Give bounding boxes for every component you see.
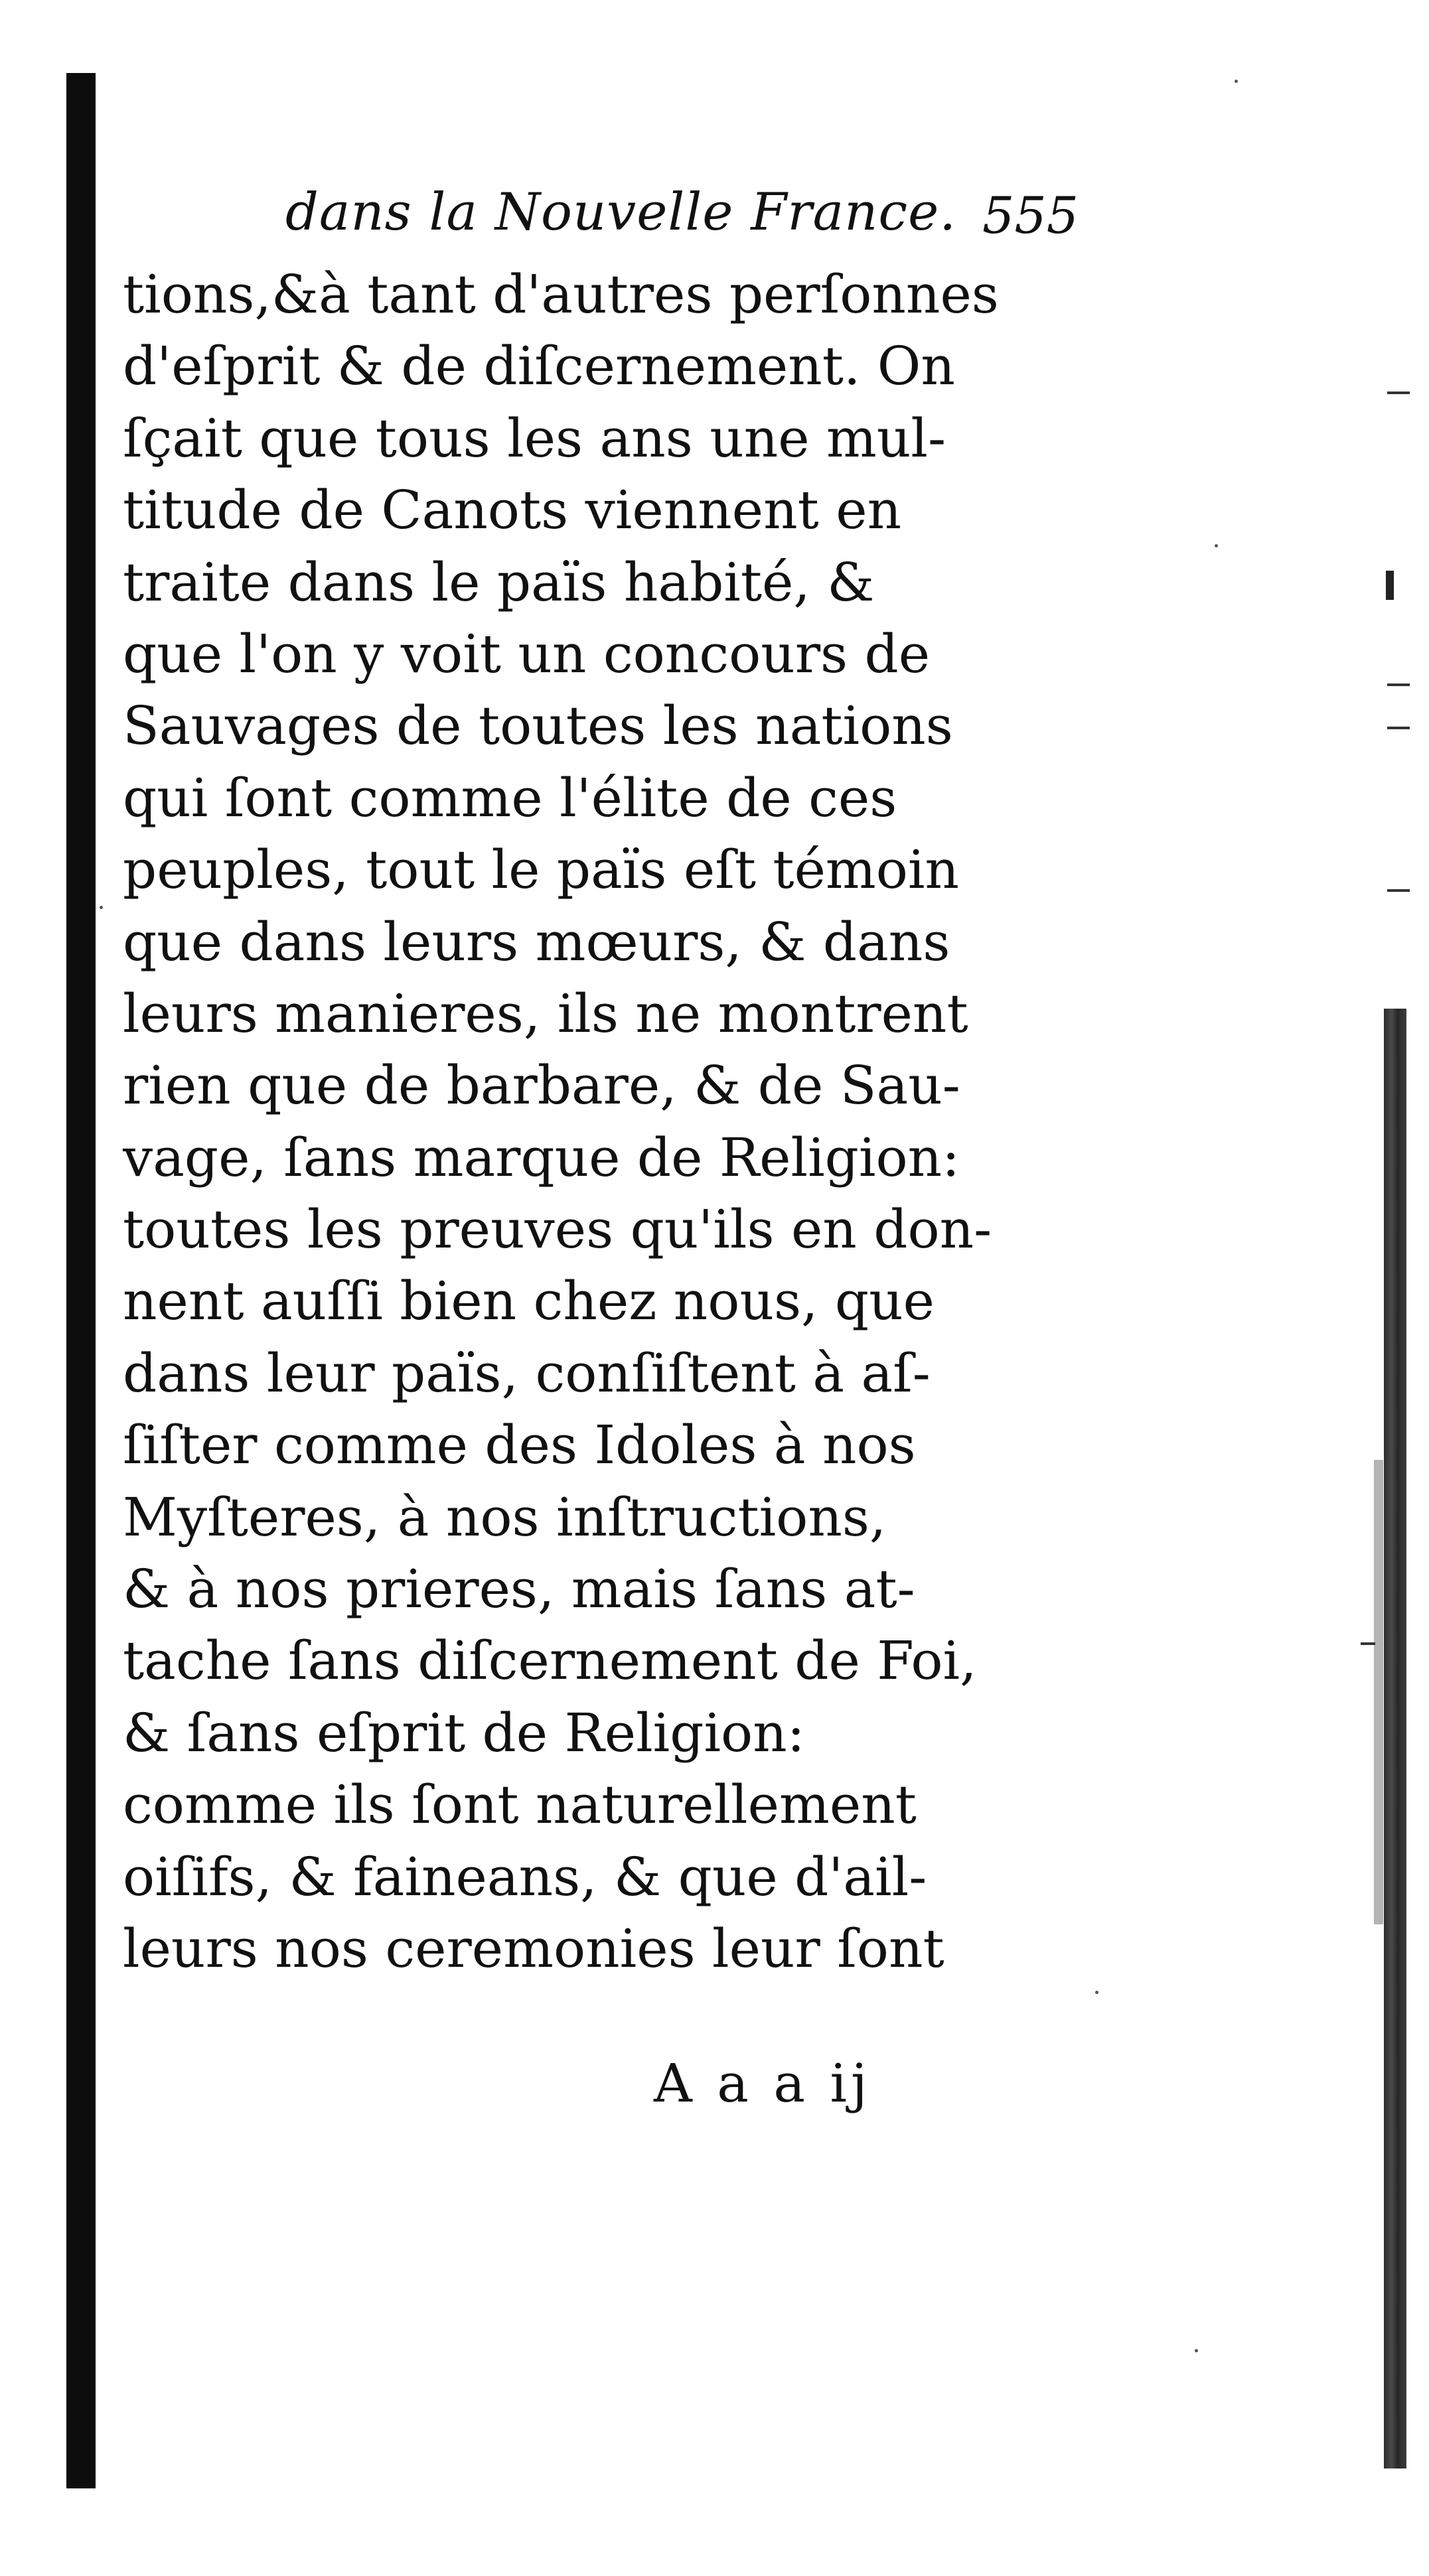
scan-edge-dash [1387, 392, 1410, 394]
text-line: d'eſprit & de diſcernement. On [123, 335, 955, 397]
text-line: ſiſter comme des Idoles à nos [123, 1414, 916, 1476]
signature-mark: A a a ij [654, 2052, 871, 2114]
text-line: titude de Canots viennent en [123, 479, 902, 541]
text-line: ſçait que tous les ans une mul- [123, 407, 946, 469]
text-line: qui ſont comme l'élite de ces [123, 766, 897, 829]
text-line: Sauvages de toutes les nations [123, 695, 953, 757]
scan-speck [1095, 1991, 1098, 1994]
scan-edge-dash [1387, 683, 1410, 686]
scan-edge-shadow [1384, 1009, 1406, 2469]
text-line: nent auſſi bien chez nous, que [123, 1270, 935, 1332]
scan-edge-shadow-inner [1374, 1460, 1383, 1924]
text-line: tions,&à tant d'autres perſonnes [123, 263, 999, 325]
text-line: rien que de barbare, & de Sau- [123, 1054, 960, 1117]
text-line: dans leur païs, conſiſtent à aſ- [123, 1342, 931, 1404]
body-text [123, 259, 1052, 1985]
scan-speck [100, 906, 103, 909]
page-number: 555 [982, 186, 1079, 245]
running-head: dans la Nouvelle France. [285, 182, 957, 242]
scan-edge-mark [1386, 571, 1394, 600]
text-line: leurs nos ceremonies leur ſont [123, 1917, 944, 1979]
text-line: oiſifs, & faineans, & que d'ail- [123, 1845, 927, 1908]
text-line: & à nos prieres, mais ſans at- [123, 1558, 915, 1620]
text-line: leurs manieres, ils ne montrent [123, 982, 968, 1044]
text-line: que dans leurs mœurs, & dans [123, 910, 950, 973]
binding-edge [66, 73, 96, 2488]
scan-speck [1195, 2349, 1198, 2352]
scan-edge-dash [1387, 727, 1410, 729]
text-line: que l'on y voit un concours de [123, 622, 931, 685]
scan-edge-dash [1387, 889, 1410, 892]
text-line: peuples, tout le païs eſt témoin [123, 839, 960, 901]
scan-speck [1235, 80, 1238, 83]
text-line: toutes les preuves qu'ils en don- [123, 1198, 992, 1261]
scan-edge-dash [1361, 1642, 1375, 1645]
text-line: tache ſans diſcernement de Foi, [123, 1630, 977, 1692]
text-line: & ſans eſprit de Religion: [123, 1701, 805, 1764]
text-line: Myſteres, à nos inſtructions, [123, 1486, 887, 1548]
scan-speck [1215, 544, 1218, 547]
text-line: vage, ſans marque de Religion: [123, 1126, 960, 1188]
text-line: traite dans le païs habité, & [123, 551, 875, 613]
text-line: comme ils ſont naturellement [123, 1774, 917, 1836]
